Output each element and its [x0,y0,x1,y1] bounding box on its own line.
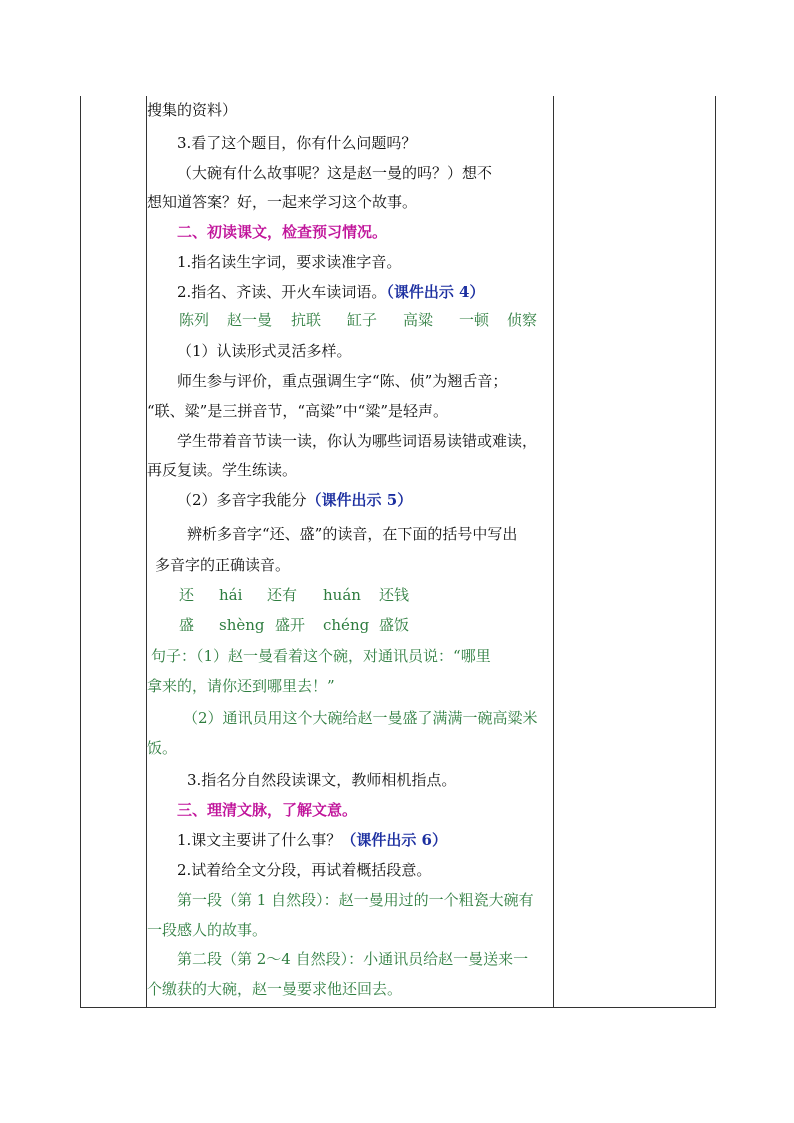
lesson-table [80,96,716,1008]
polyphone-word: 盛开 [275,616,306,634]
example-sentence: 句子：（1）赵一曼看着这个碗，对通讯员说：“哪里 [151,647,491,665]
example-sentence: 拿来的，请你还到哪里去！” [147,677,335,695]
text-line: 搜集的资料） [147,101,238,119]
paragraph-summary: 第一段（第 1 自然段）：赵一曼用过的一个粗瓷大碗有 [177,891,534,909]
text-line: 师生参与评价，重点强调生字“陈、侦”为翘舌音； [177,372,508,390]
text-segment: 1.课文主要讲了什么事？ [177,831,342,849]
pinyin: huán [323,586,361,604]
polyphone-word: 还有 [267,586,298,604]
text-line: （大碗有什么故事呢？这是赵一曼的吗？）想不 [177,164,493,182]
example-sentence: （2）通讯员用这个大碗给赵一曼盛了满满一碗高粱米 [183,709,538,727]
text-line: “联、粱”是三拼音节，“高粱”中“粱”是轻声。 [147,402,449,420]
text-line [177,490,412,510]
text-line: 3.指名分自然段读课文，教师相机指点。 [187,771,457,789]
text-line: 多音字的正确读音。 [155,556,291,574]
text-line: 辨析多音字“还、盛”的读音，在下面的括号中写出 [187,525,518,543]
courseware-note: （课件出示 6） [341,831,447,849]
polyphone-word: 还钱 [379,586,410,604]
text-segment: （2）多音字我能分 [177,491,307,509]
text-line: 2.试着给全文分段，再试着概括段意。 [177,861,432,879]
text-segment: 2.指名、齐读、开火车读词语。 [177,283,387,301]
polyphone-word: 盛饭 [379,616,410,634]
vocab-word: 赵一曼 [227,311,273,329]
column-divider-left [146,96,147,1007]
vocab-word: 缸子 [347,311,378,329]
vocab-word: 一顿 [459,311,490,329]
vocab-word: 抗联 [291,311,322,329]
section-heading: 三、理清文脉，了解文意。 [177,801,358,819]
text-line: 1.指名读生字词，要求读准字音。 [177,253,402,271]
text-line: 再反复读。学生练读。 [147,461,298,479]
courseware-note: （课件出示 5） [306,491,413,509]
example-sentence: 饭。 [147,739,178,757]
polyphone-char: 还 [179,586,195,604]
paragraph-summary: 个缴获的大碗，赵一曼要求他还回去。 [147,980,403,998]
section-heading: 二、初读课文，检查预习情况。 [177,223,388,241]
text-line: 想知道答案？好，一起来学习这个故事。 [147,193,418,211]
vocab-word: 侦察 [507,311,538,329]
pinyin: chéng [323,616,370,634]
pinyin: hái [219,586,243,604]
paragraph-summary: 第二段（第 2～4 自然段）：小通讯员给赵一曼送来一 [177,950,529,968]
text-line [177,830,447,850]
pinyin: shèng [219,616,265,634]
polyphone-char: 盛 [179,616,195,634]
paragraph-summary: 一段感人的故事。 [147,921,268,939]
column-divider-right [553,96,554,1007]
courseware-note: （课件出示 4） [386,283,485,301]
text-line [177,282,485,302]
text-line: 学生带着音节读一读，你认为哪些词语易读错或难读， [177,432,538,450]
text-line: （1）认读形式灵活多样。 [177,342,352,360]
vocab-word: 陈列 [179,311,210,329]
vocab-word: 高粱 [403,311,434,329]
text-line: 3.看了这个题目，你有什么问题吗？ [177,134,417,152]
